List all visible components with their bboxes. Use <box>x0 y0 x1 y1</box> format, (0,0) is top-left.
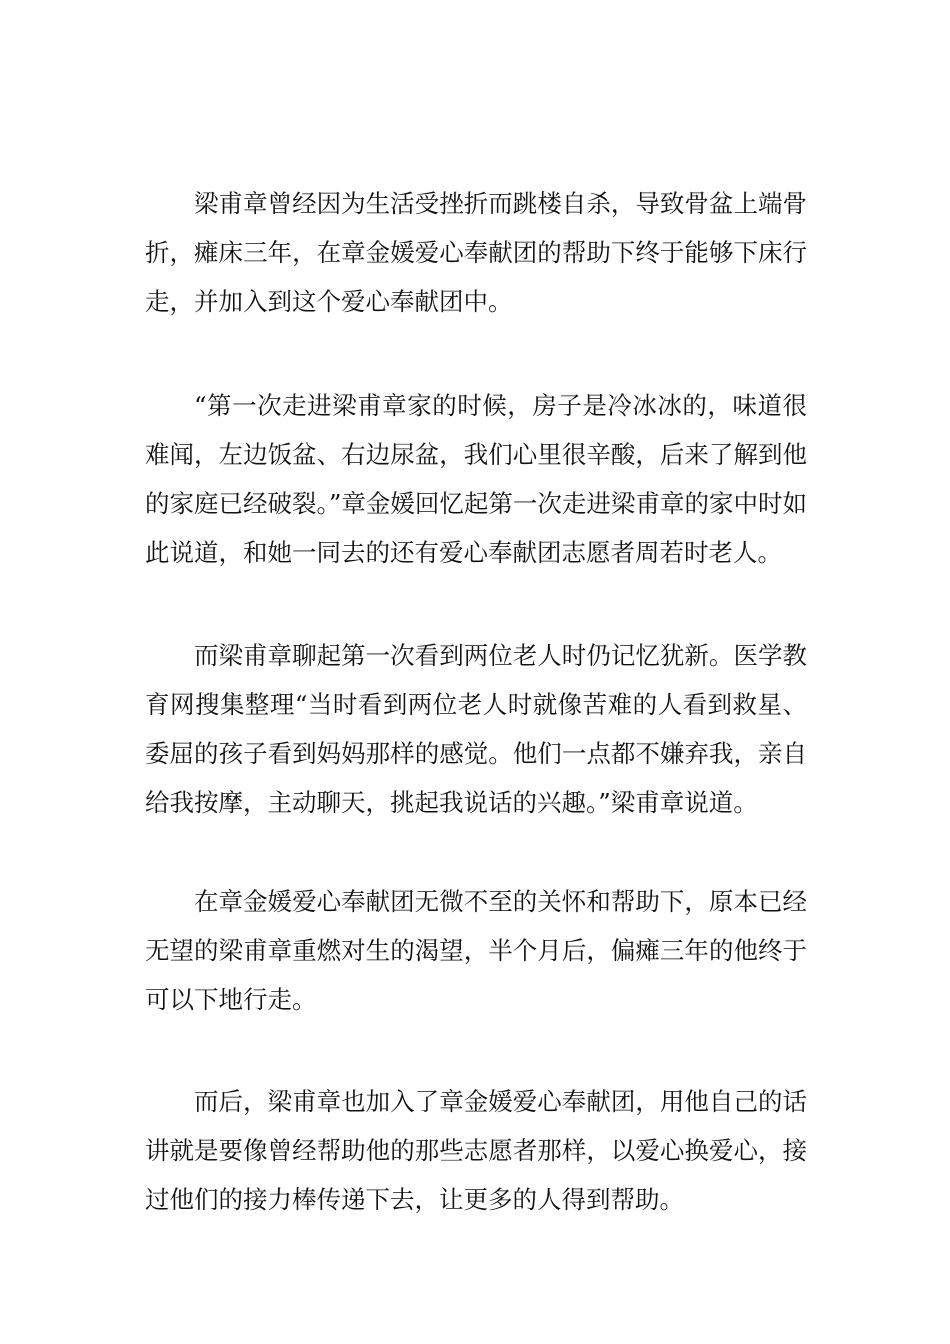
paragraph-4: 在章金媛爱心奉献团无微不至的关怀和帮助下，原本已经无望的梁甫章重燃对生的渴望，半个月后，偏瘫三年的他终于可以下地行走。 <box>145 887 807 1014</box>
paragraph-1: 梁甫章曾经因为生活受挫折而跳楼自杀，导致骨盆上端骨折，瘫床三年，在章金媛爱心奉献团的帮助下终于能够下床行走，并加入到这个爱心奉献团中。 <box>145 189 807 316</box>
paragraph-2: “第一次走进梁甫章家的时候，房子是冷冰冰的，味道很难闻，左边饭盆、右边尿盆，我们心里很辛酸，后来了解到他的家庭已经破裂。”章金媛回忆起第一次走进梁甫章的家中时如此说道，和她一同去的还有爱心奉献团志愿者周若时老人。 <box>145 391 807 567</box>
paragraph-3: 而梁甫章聊起第一次看到两位老人时仍记忆犹新。医学教育网搜集整理“当时看到两位老人时就像苦难的人看到救星、委屈的孩子看到妈妈那样的感觉。他们一点都不嫌弃我，亲自给我按摩，主动聊天，挑起我说话的兴趣。”梁甫章说道。 <box>145 641 807 817</box>
paragraph-5: 而后，梁甫章也加入了章金媛爱心奉献团，用他自己的话讲就是要像曾经帮助他的那些志愿者那样，以爱心换爱心，接过他们的接力棒传递下去，让更多的人得到帮助。 <box>145 1087 807 1214</box>
